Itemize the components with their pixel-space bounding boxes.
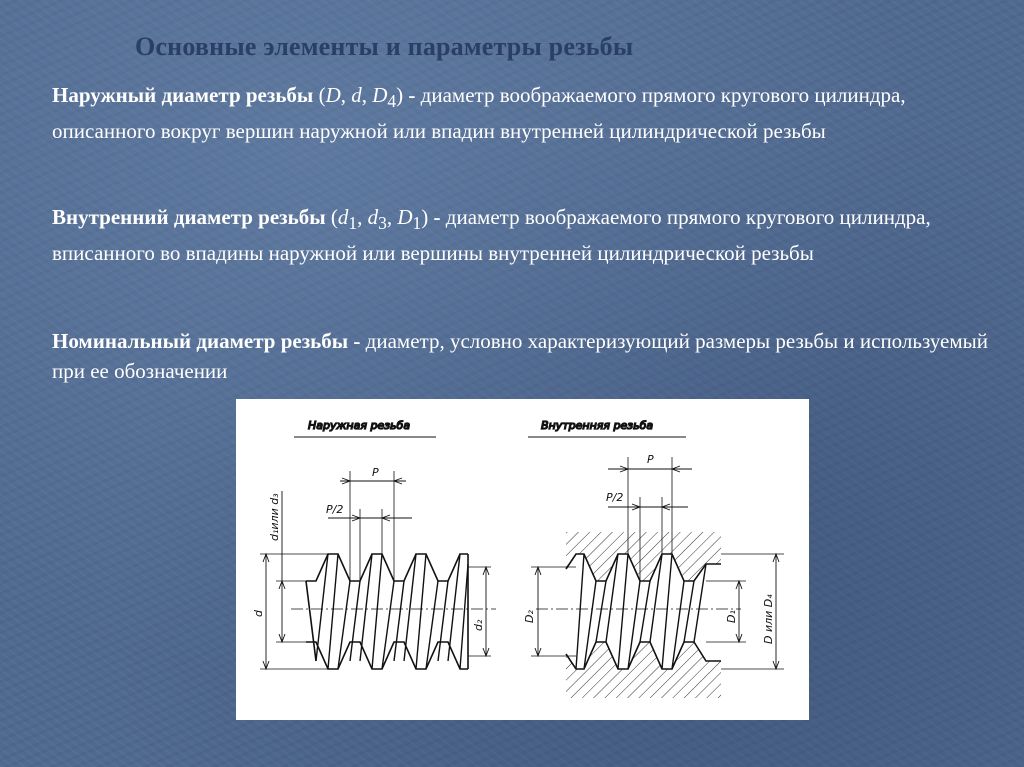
inner-diameter-term: Внутренний диаметр резьбы: [52, 205, 326, 229]
inner-diameter-definition: диаметр воображаемого прямого кругового цилиндра, вписанного во впадины наружной или вершины внутренней цилиндрической резьбы: [52, 205, 931, 266]
label-d: d: [252, 610, 265, 617]
label-d1-or-d3: d₁или d₃: [268, 493, 281, 541]
label-D-or-D4: D или D₄: [762, 594, 775, 644]
internal-thread-heading: Внутренняя резьба: [541, 419, 654, 432]
nominal-diameter-term: Номинальный диаметр резьбы: [52, 329, 349, 353]
nominal-diameter-definition: диаметр, условно характеризующий размеры резьбы и используемый при ее обозначении: [52, 329, 988, 383]
label-D2: D₂: [523, 610, 536, 623]
label-D1: D₁: [725, 610, 738, 623]
label-half-pitch-external: P/2: [326, 503, 344, 516]
external-thread-profile-top: [306, 554, 468, 581]
nominal-diameter-paragraph: Номинальный диаметр резьбы - диаметр, условно характеризующий размеры резьбы и используемый при ее обозначении: [52, 329, 988, 383]
outer-diameter-definition: диаметр воображаемого прямого кругового цилиндра, описанного вокруг вершин наружной или впадин внутренней цилиндрической резьбы: [52, 83, 906, 144]
label-half-pitch-internal: P/2: [606, 491, 624, 504]
outer-diameter-term: Наружный диаметр резьбы: [52, 83, 314, 107]
outer-diameter-symbols: (D, d, $D_4$): [318, 83, 404, 112]
external-thread-heading: Наружная резьба: [308, 419, 411, 432]
thread-diagram: [236, 399, 809, 720]
inner-diameter-paragraph: Внутренний диаметр резьбы ($d_1$, $d_3$, $D_1$) - диаметр воображаемого прямого кругового цилиндра, вписанного во впадины наружной или вершины внутренней цилиндрической резьбы: [52, 205, 931, 266]
label-pitch-external: P: [372, 466, 379, 479]
internal-thread-drawing: [528, 419, 784, 698]
external-thread-drawing: [260, 419, 496, 669]
outer-diameter-paragraph: Наружный диаметр резьбы (D, d, $D_4$) - диаметр воображаемого прямого кругового цилиндра, описанного вокруг вершин наружной или впадин внутренней цилиндрической резьбы: [52, 83, 906, 144]
label-d2: d₂: [472, 619, 485, 631]
thread-diagram-svg: [236, 399, 809, 720]
inner-diameter-symbols: ($d_1$, $d_3$, $D_1$): [330, 205, 429, 234]
label-pitch-internal: P: [647, 453, 654, 466]
slide-title: Основные элементы и параметры резьбы: [135, 32, 634, 61]
